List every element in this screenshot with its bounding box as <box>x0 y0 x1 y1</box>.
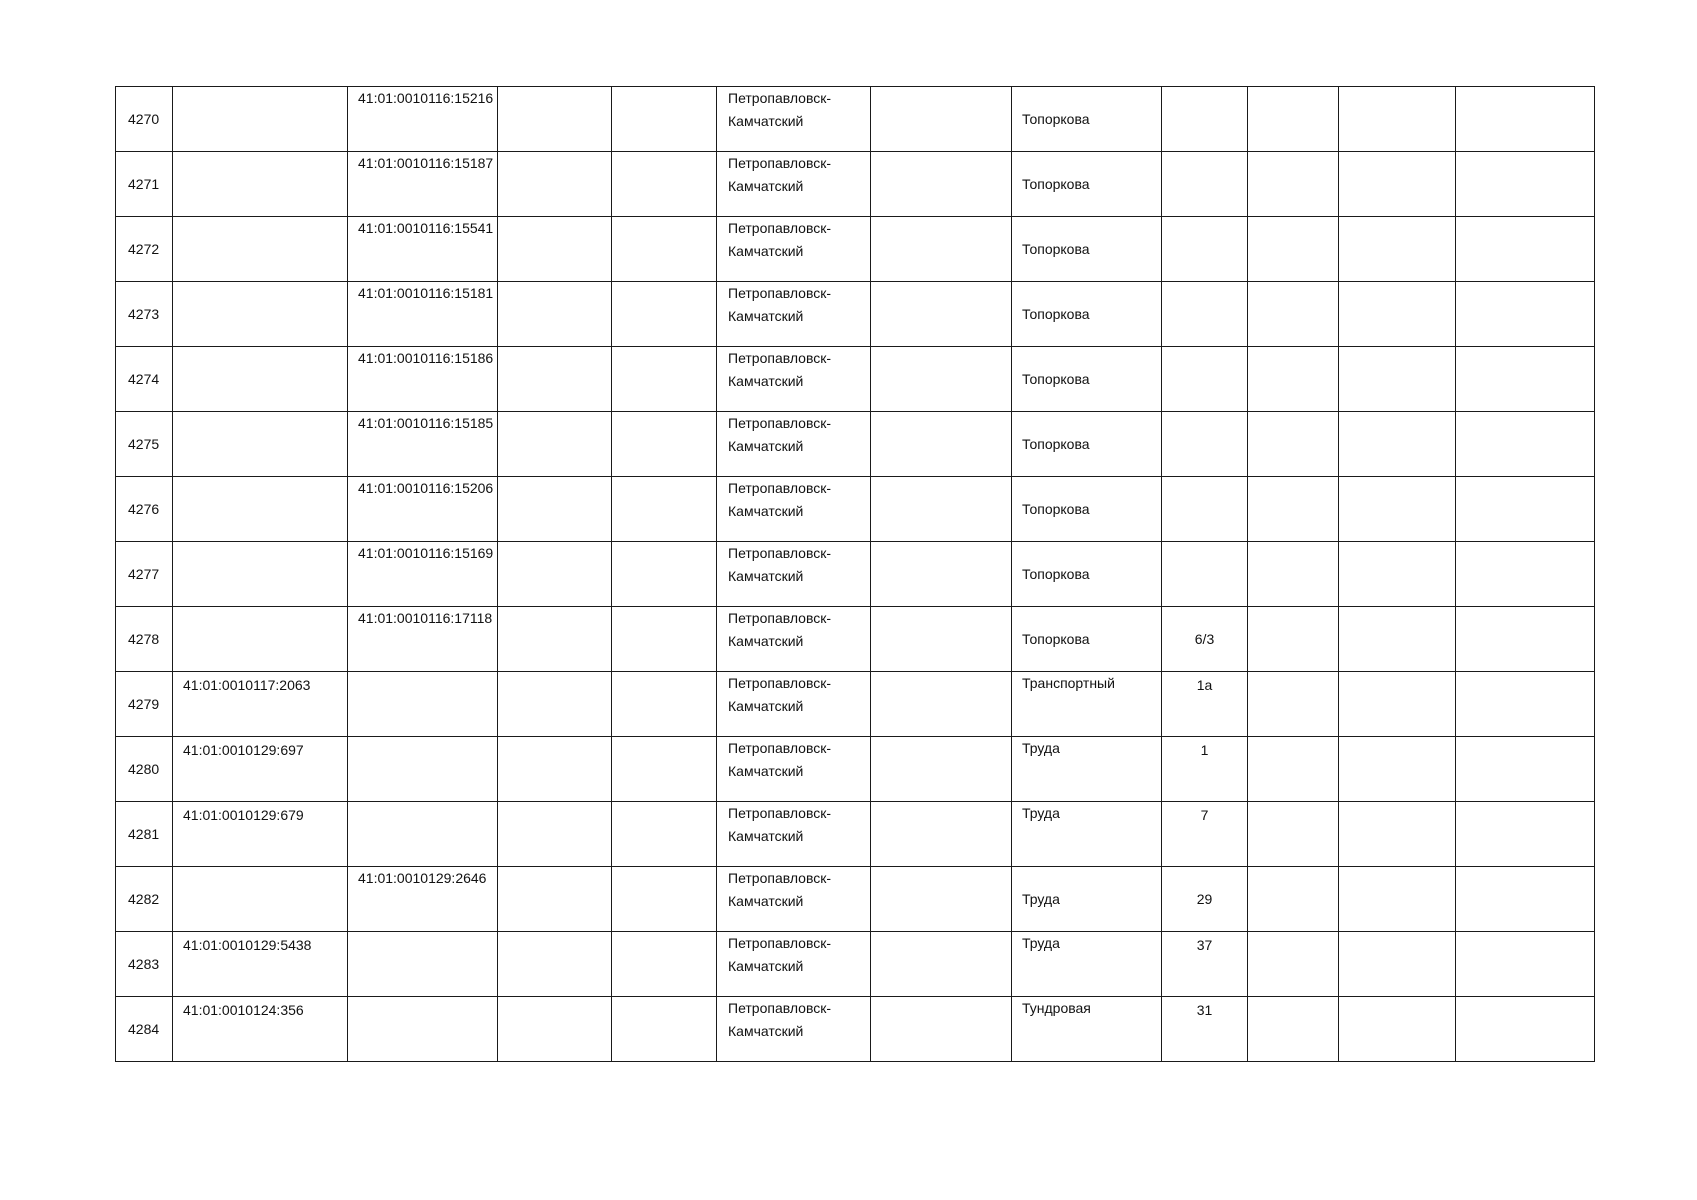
cadastral-number-alt: 41:01:0010116:17118 <box>358 610 493 626</box>
cadastral-number-cell <box>173 217 348 282</box>
empty-cell <box>1456 802 1595 867</box>
cadastral-number-cell <box>173 607 348 672</box>
street-cell: Труда <box>1012 802 1162 867</box>
empty-cell <box>1456 412 1595 477</box>
empty-cell <box>1456 217 1595 282</box>
table-row <box>116 282 1595 347</box>
city-name: Петропавловск-Камчатский <box>728 350 832 389</box>
city-cell <box>717 347 871 412</box>
empty-cell <box>1456 347 1595 412</box>
city-cell <box>717 542 871 607</box>
empty-cell <box>871 412 1012 477</box>
house-number-cell <box>1162 412 1248 477</box>
city-name: Петропавловск-Камчатский <box>728 870 832 909</box>
cadastral-number-alt: 41:01:0010116:15186 <box>358 350 494 366</box>
table-row <box>116 347 1595 412</box>
empty-cell <box>612 87 717 152</box>
cadastral-number-cell <box>173 867 348 932</box>
cadastral-number-alt-cell <box>348 542 498 607</box>
empty-cell <box>1248 932 1339 997</box>
house-number-cell <box>1162 347 1248 412</box>
city-cell <box>717 672 871 737</box>
empty-cell <box>1339 152 1456 217</box>
cadastral-number-alt: 41:01:0010129:2646 <box>358 870 487 886</box>
empty-cell <box>612 802 717 867</box>
empty-cell <box>612 412 717 477</box>
empty-cell <box>1248 477 1339 542</box>
cadastral-number-cell: 41:01:0010129:697 <box>173 737 348 802</box>
cadastral-number-cell: 41:01:0010129:679 <box>173 802 348 867</box>
empty-cell <box>498 802 612 867</box>
empty-cell <box>871 217 1012 282</box>
cadastral-number-alt-cell <box>348 217 498 282</box>
table-row <box>116 607 1595 672</box>
city-cell <box>717 607 871 672</box>
empty-cell <box>498 997 612 1062</box>
empty-cell <box>1339 737 1456 802</box>
empty-cell <box>498 542 612 607</box>
street-cell: Топоркова <box>1012 87 1162 152</box>
empty-cell <box>1339 217 1456 282</box>
empty-cell <box>612 867 717 932</box>
row-number: 4275 <box>116 412 173 477</box>
cadastral-number-alt-cell <box>348 282 498 347</box>
empty-cell <box>1248 802 1339 867</box>
city-cell <box>717 152 871 217</box>
empty-cell <box>612 672 717 737</box>
row-number: 4282 <box>116 867 173 932</box>
table-row <box>116 87 1595 152</box>
empty-cell <box>1339 607 1456 672</box>
empty-cell <box>1248 347 1339 412</box>
city-name: Петропавловск-Камчатский <box>728 285 832 324</box>
house-number-cell: 37 <box>1162 932 1248 997</box>
empty-cell <box>498 932 612 997</box>
city-cell <box>717 87 871 152</box>
empty-cell <box>498 152 612 217</box>
empty-cell <box>871 477 1012 542</box>
city-cell <box>717 997 871 1062</box>
row-number: 4274 <box>116 347 173 412</box>
street-cell: Тундровая <box>1012 997 1162 1062</box>
empty-cell <box>1339 87 1456 152</box>
empty-cell <box>1248 867 1339 932</box>
row-number: 4280 <box>116 737 173 802</box>
street-cell: Труда <box>1012 867 1162 932</box>
table-row <box>116 932 1595 997</box>
table-row <box>116 542 1595 607</box>
city-name: Петропавловск-Камчатский <box>728 935 832 974</box>
empty-cell <box>1339 347 1456 412</box>
cadastral-number-cell <box>173 477 348 542</box>
city-cell <box>717 802 871 867</box>
city-name: Петропавловск-Камчатский <box>728 220 832 259</box>
street-cell: Топоркова <box>1012 542 1162 607</box>
row-number: 4277 <box>116 542 173 607</box>
empty-cell <box>612 217 717 282</box>
empty-cell <box>1339 542 1456 607</box>
empty-cell <box>871 607 1012 672</box>
city-cell <box>717 867 871 932</box>
row-number: 4284 <box>116 997 173 1062</box>
street-cell: Труда <box>1012 737 1162 802</box>
table-row <box>116 672 1595 737</box>
empty-cell <box>1248 217 1339 282</box>
table-row <box>116 997 1595 1062</box>
empty-cell <box>1339 672 1456 737</box>
empty-cell <box>1248 737 1339 802</box>
cadastral-number-alt-cell <box>348 347 498 412</box>
empty-cell <box>612 152 717 217</box>
street-cell: Топоркова <box>1012 607 1162 672</box>
cadastral-number-cell <box>173 347 348 412</box>
empty-cell <box>1339 477 1456 542</box>
house-number-cell <box>1162 87 1248 152</box>
cadastral-number-alt-cell <box>348 607 498 672</box>
empty-cell <box>1339 802 1456 867</box>
empty-cell <box>498 672 612 737</box>
empty-cell <box>871 867 1012 932</box>
empty-cell <box>498 347 612 412</box>
table-row <box>116 802 1595 867</box>
empty-cell <box>1339 867 1456 932</box>
cadastral-number-alt-cell <box>348 802 498 867</box>
cadastral-number-alt-cell <box>348 997 498 1062</box>
street-cell: Топоркова <box>1012 282 1162 347</box>
empty-cell <box>1456 867 1595 932</box>
empty-cell <box>612 607 717 672</box>
city-name: Петропавловск-Камчатский <box>728 155 832 194</box>
empty-cell <box>1248 412 1339 477</box>
cadastral-number-alt-cell <box>348 477 498 542</box>
cadastral-number-cell <box>173 542 348 607</box>
empty-cell <box>1456 152 1595 217</box>
row-number: 4279 <box>116 672 173 737</box>
empty-cell <box>871 932 1012 997</box>
row-number: 4281 <box>116 802 173 867</box>
empty-cell <box>1456 607 1595 672</box>
empty-cell <box>1456 737 1595 802</box>
empty-cell <box>498 412 612 477</box>
house-number-cell <box>1162 152 1248 217</box>
empty-cell <box>871 87 1012 152</box>
empty-cell <box>871 737 1012 802</box>
empty-cell <box>1456 282 1595 347</box>
empty-cell <box>1248 87 1339 152</box>
house-number-cell <box>1162 477 1248 542</box>
city-name: Петропавловск-Камчатский <box>728 1000 832 1039</box>
empty-cell <box>498 477 612 542</box>
city-name: Петропавловск-Камчатский <box>728 610 832 649</box>
cadastral-number-alt-cell <box>348 412 498 477</box>
empty-cell <box>871 347 1012 412</box>
cadastral-number-cell <box>173 87 348 152</box>
empty-cell <box>871 542 1012 607</box>
empty-cell <box>612 737 717 802</box>
empty-cell <box>612 282 717 347</box>
empty-cell <box>1248 282 1339 347</box>
table-row <box>116 867 1595 932</box>
street-cell: Топоркова <box>1012 477 1162 542</box>
city-name: Петропавловск-Камчатский <box>728 740 832 779</box>
city-name: Петропавловск-Камчатский <box>728 415 832 454</box>
cadastral-number-alt: 41:01:0010116:15181 <box>358 285 494 301</box>
row-number: 4270 <box>116 87 173 152</box>
house-number-cell: 6/3 <box>1162 607 1248 672</box>
table-row <box>116 412 1595 477</box>
row-number: 4283 <box>116 932 173 997</box>
empty-cell <box>1339 932 1456 997</box>
empty-cell <box>612 542 717 607</box>
city-cell <box>717 737 871 802</box>
cadastral-number-alt: 41:01:0010116:15206 <box>358 480 494 496</box>
empty-cell <box>498 217 612 282</box>
house-number-cell <box>1162 282 1248 347</box>
cadastral-number-cell: 41:01:0010129:5438 <box>173 932 348 997</box>
empty-cell <box>1248 542 1339 607</box>
empty-cell <box>1456 997 1595 1062</box>
street-cell: Топоркова <box>1012 152 1162 217</box>
table-row <box>116 477 1595 542</box>
city-name: Петропавловск-Камчатский <box>728 90 832 129</box>
empty-cell <box>612 932 717 997</box>
street-cell: Топоркова <box>1012 217 1162 282</box>
cadastral-number-cell: 41:01:0010117:2063 <box>173 672 348 737</box>
cadastral-number-alt-cell <box>348 867 498 932</box>
house-number-cell: 31 <box>1162 997 1248 1062</box>
empty-cell <box>498 87 612 152</box>
city-cell <box>717 477 871 542</box>
cadastral-number-alt-cell <box>348 932 498 997</box>
row-number: 4276 <box>116 477 173 542</box>
empty-cell <box>1248 672 1339 737</box>
table-row <box>116 152 1595 217</box>
street-cell: Топоркова <box>1012 347 1162 412</box>
empty-cell <box>1456 672 1595 737</box>
empty-cell <box>1339 997 1456 1062</box>
row-number: 4271 <box>116 152 173 217</box>
empty-cell <box>871 997 1012 1062</box>
row-number: 4273 <box>116 282 173 347</box>
empty-cell <box>1248 152 1339 217</box>
table-row <box>116 217 1595 282</box>
street-cell: Труда <box>1012 932 1162 997</box>
city-cell <box>717 217 871 282</box>
empty-cell <box>1456 477 1595 542</box>
register-table <box>115 86 1595 1062</box>
empty-cell <box>612 477 717 542</box>
city-name: Петропавловск-Камчатский <box>728 805 832 844</box>
empty-cell <box>1456 542 1595 607</box>
empty-cell <box>1248 607 1339 672</box>
cadastral-number-alt-cell <box>348 152 498 217</box>
empty-cell <box>498 867 612 932</box>
house-number-cell <box>1162 217 1248 282</box>
table-body <box>116 87 1595 1062</box>
empty-cell <box>1339 282 1456 347</box>
cadastral-number-alt-cell <box>348 737 498 802</box>
cadastral-number-alt: 41:01:0010116:15216 <box>358 90 494 106</box>
house-number-cell <box>1162 542 1248 607</box>
house-number-cell: 1а <box>1162 672 1248 737</box>
cadastral-number-cell <box>173 412 348 477</box>
empty-cell <box>1248 997 1339 1062</box>
empty-cell <box>1456 932 1595 997</box>
house-number-cell: 7 <box>1162 802 1248 867</box>
house-number-cell: 1 <box>1162 737 1248 802</box>
empty-cell <box>498 737 612 802</box>
cadastral-number-alt: 41:01:0010116:15541 <box>358 220 494 236</box>
empty-cell <box>1456 87 1595 152</box>
cadastral-number-cell: 41:01:0010124:356 <box>173 997 348 1062</box>
empty-cell <box>871 152 1012 217</box>
city-cell <box>717 412 871 477</box>
city-cell <box>717 932 871 997</box>
city-name: Петропавловск-Камчатский <box>728 675 832 714</box>
empty-cell <box>871 802 1012 867</box>
house-number-cell: 29 <box>1162 867 1248 932</box>
empty-cell <box>498 607 612 672</box>
city-cell <box>717 282 871 347</box>
empty-cell <box>612 997 717 1062</box>
cadastral-number-alt: 41:01:0010116:15187 <box>358 155 494 171</box>
empty-cell <box>1339 412 1456 477</box>
city-name: Петропавловск-Камчатский <box>728 545 832 584</box>
cadastral-number-cell <box>173 152 348 217</box>
city-name: Петропавловск-Камчатский <box>728 480 832 519</box>
cadastral-number-alt-cell <box>348 87 498 152</box>
empty-cell <box>498 282 612 347</box>
empty-cell <box>871 672 1012 737</box>
cadastral-number-alt: 41:01:0010116:15169 <box>358 545 494 561</box>
table-row <box>116 737 1595 802</box>
empty-cell <box>612 347 717 412</box>
cadastral-number-alt-cell <box>348 672 498 737</box>
empty-cell <box>871 282 1012 347</box>
row-number: 4278 <box>116 607 173 672</box>
row-number: 4272 <box>116 217 173 282</box>
street-cell: Топоркова <box>1012 412 1162 477</box>
street-cell: Транспортный <box>1012 672 1162 737</box>
cadastral-number-alt: 41:01:0010116:15185 <box>358 415 494 431</box>
cadastral-number-cell <box>173 282 348 347</box>
